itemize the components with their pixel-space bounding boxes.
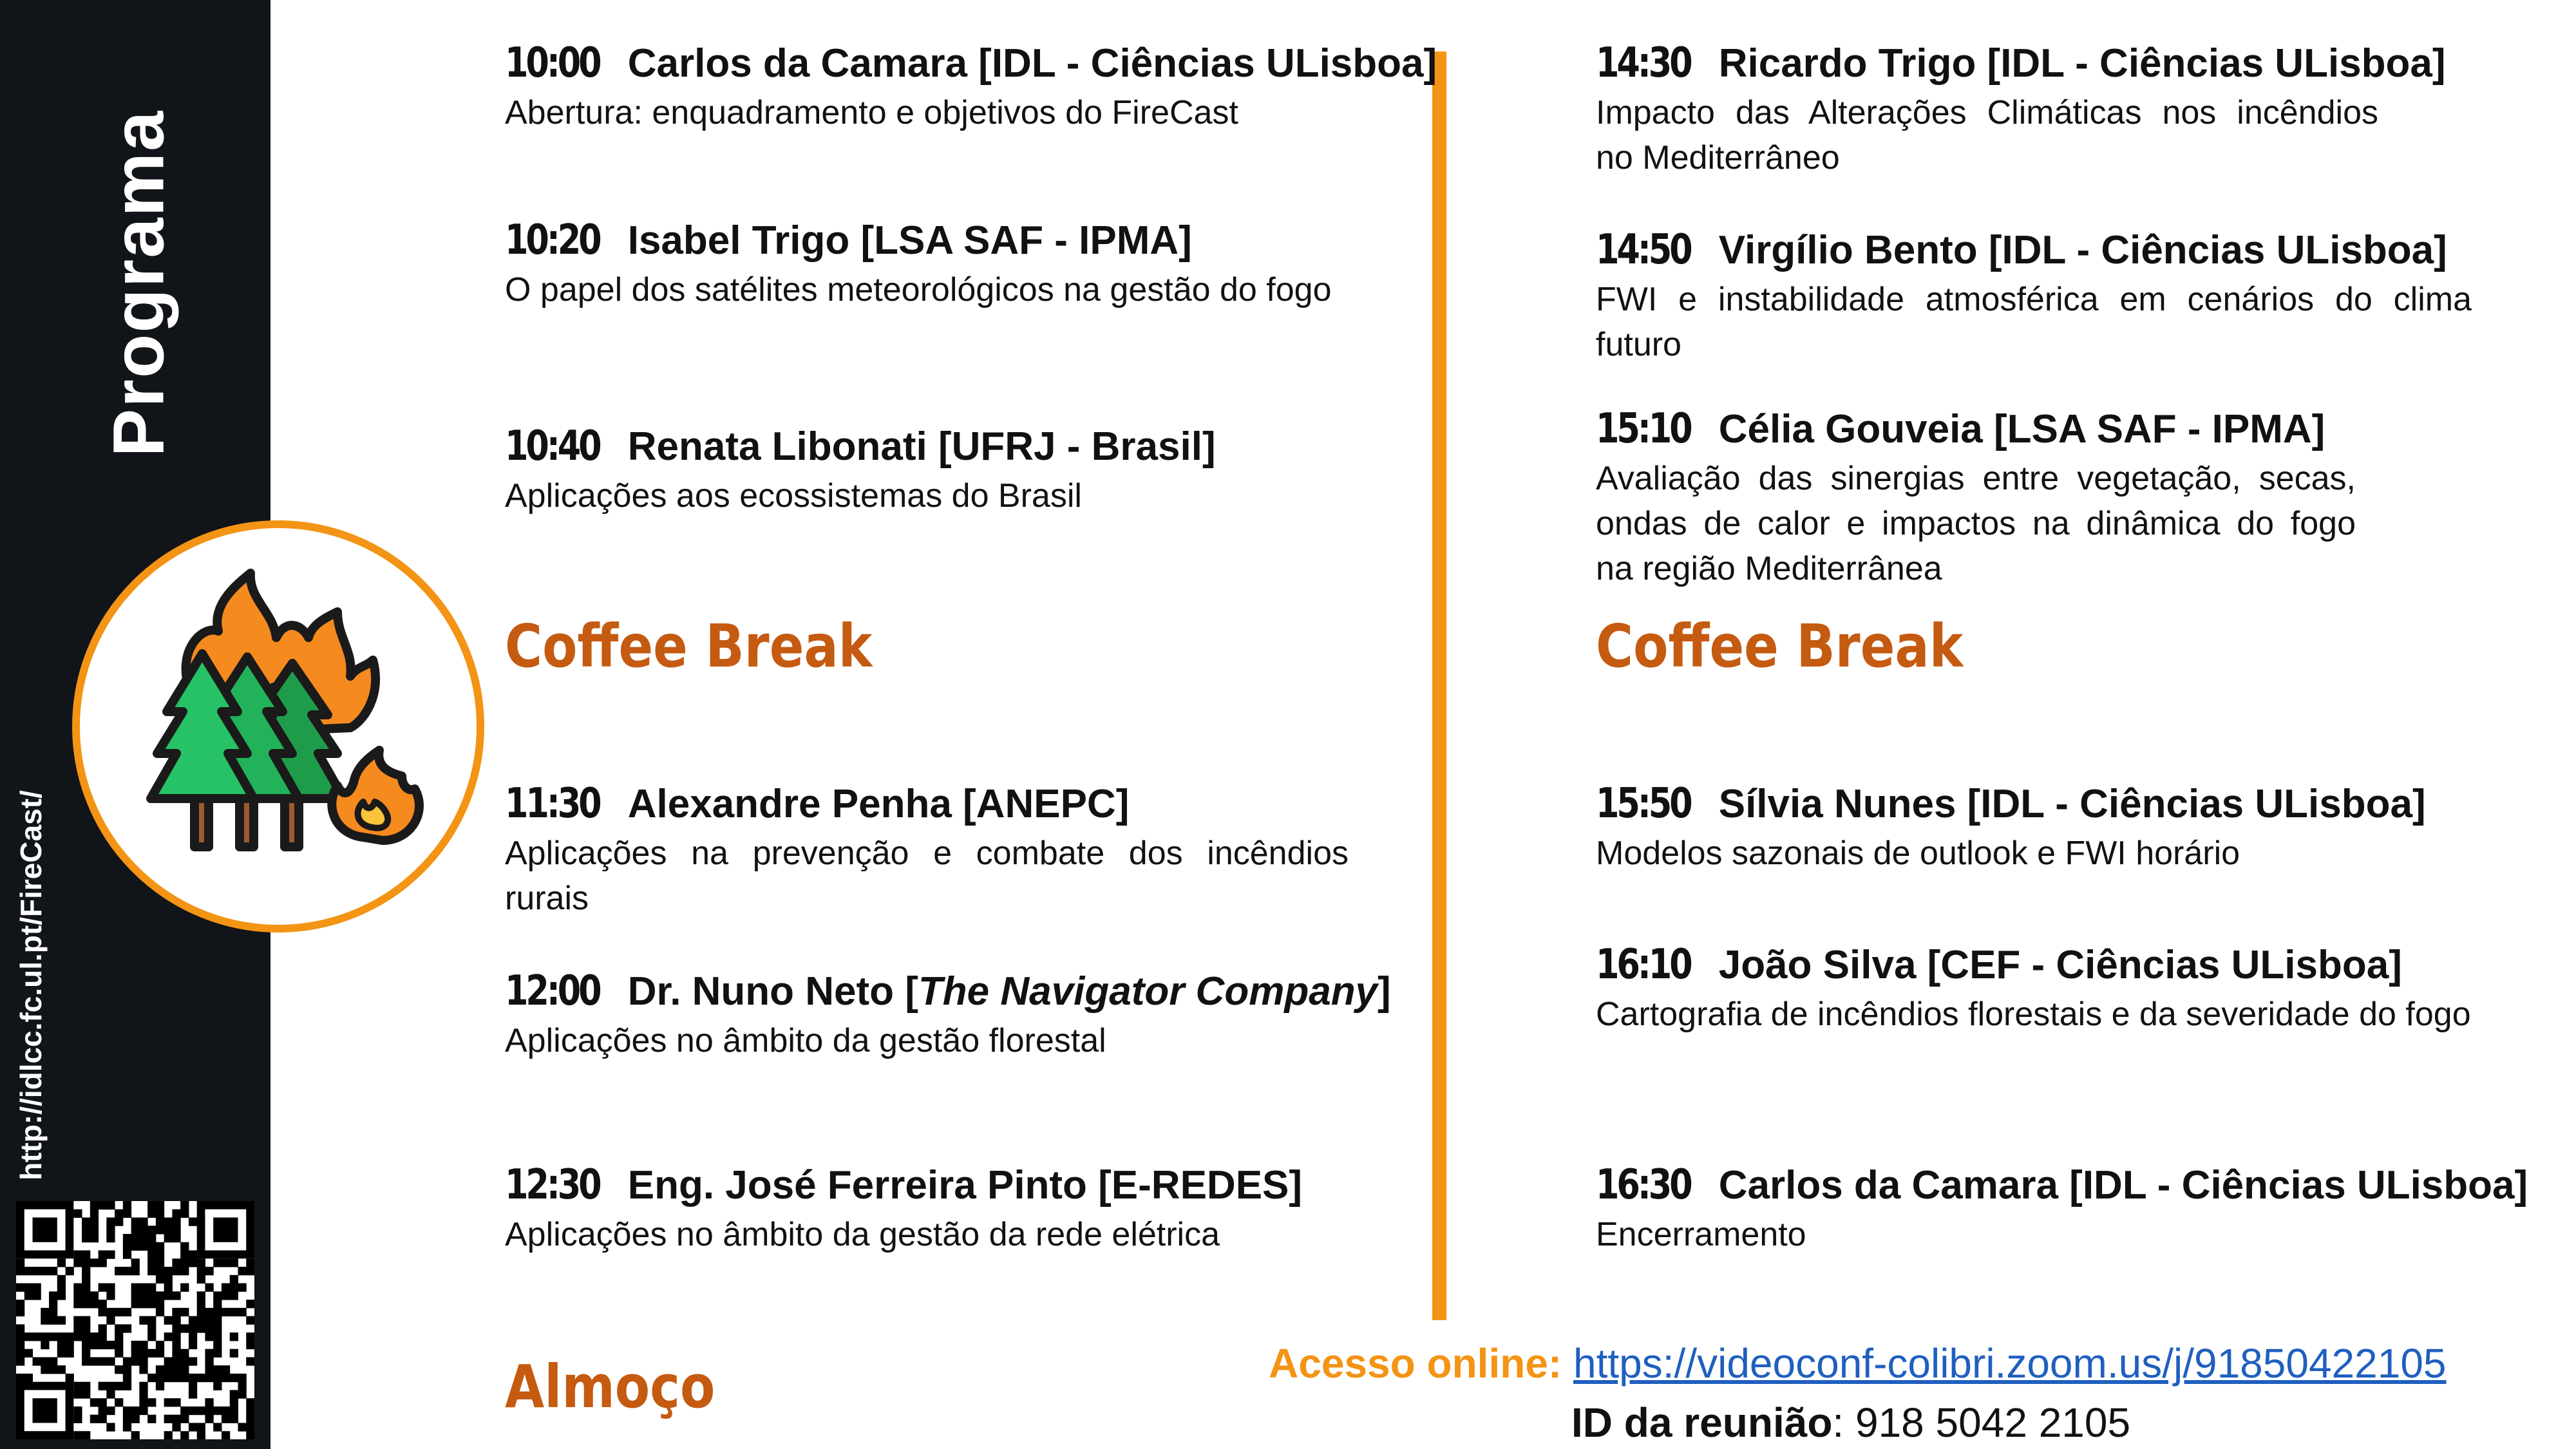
session-speaker: Carlos da Camara [IDL - Ciências ULisboa]	[1718, 1163, 2528, 1208]
session-1230	[505, 1162, 1355, 1257]
session-time: 11:30	[505, 780, 600, 828]
session-speaker: Eng. José Ferreira Pinto [E-REDES]	[627, 1163, 1303, 1208]
session-description-line: no Mediterrâneo	[1596, 138, 1840, 176]
sidebar-url-link[interactable]: http://idlcc.fc.ul.pt/FireCast/	[14, 790, 48, 1180]
session-speaker: Isabel Trigo [LSA SAF - IPMA]	[627, 218, 1192, 263]
session-description-line: na região Mediterrânea	[1596, 549, 1942, 587]
session-1450	[1596, 227, 2472, 367]
zoom-link[interactable]: https://videoconf-colibri.zoom.us/j/91850422105	[1573, 1340, 2447, 1387]
session-time: 10:40	[505, 422, 600, 470]
session-description-line: ondas de calor e impactos na dinâmica do fogo	[1596, 504, 2356, 542]
session-heading	[505, 39, 1437, 88]
session-1000	[505, 39, 1437, 135]
session-speaker: Carlos da Camara [IDL - Ciências ULisboa]	[627, 41, 1437, 86]
lunch-label: Almoço	[505, 1352, 715, 1421]
session-description: Cartografia de incêndios florestais e da severidade do fogo	[1596, 995, 2471, 1033]
session-time: 12:30	[505, 1161, 600, 1209]
session-speaker: Sílvia Nunes [IDL - Ciências ULisboa]	[1718, 782, 2426, 826]
session-description: O papel dos satélites meteorológicos na gestão do fogo	[505, 270, 1332, 308]
session-speaker: Alexandre Penha [ANEPC]	[627, 782, 1130, 826]
session-description: Aplicações no âmbito da gestão florestal	[505, 1021, 1106, 1059]
session-time: 16:30	[1596, 1161, 1690, 1209]
session-1550	[1596, 781, 2472, 876]
session-description: Encerramento	[1596, 1215, 1806, 1253]
session-heading	[1596, 1161, 2528, 1209]
session-description-line: Impacto das Alterações Climáticas nos incêndios	[1596, 93, 2378, 131]
session-time: 10:20	[505, 216, 600, 264]
session-1430	[1596, 39, 2446, 180]
online-access	[1269, 1340, 2447, 1387]
sidebar-title: Programa	[98, 109, 179, 457]
session-description: Aplicações no âmbito da gestão da rede elétrica	[505, 1215, 1220, 1253]
session-description: Abertura: enquadramento e objetivos do FireCast	[505, 93, 1238, 131]
session-heading	[1596, 406, 2394, 453]
session-time: 12:00	[505, 967, 600, 1015]
session-time: 14:50	[1596, 226, 1690, 274]
session-speaker: João Silva [CEF - Ciências ULisboa]	[1718, 943, 2402, 987]
coffee-break-right: Coffee Break	[1596, 612, 1964, 681]
session-time: 15:50	[1596, 780, 1690, 828]
column-divider	[1432, 52, 1446, 1320]
session-speaker: Virgílio Bento [IDL - Ciências ULisboa]	[1718, 228, 2447, 272]
session-time: 14:30	[1596, 39, 1690, 87]
session-speaker: Ricardo Trigo [IDL - Ciências ULisboa]	[1718, 41, 2446, 86]
session-speaker-suffix: ]	[1378, 969, 1391, 1014]
session-time: 15:10	[1596, 405, 1690, 453]
meeting-id-label: ID da reunião	[1571, 1399, 1833, 1446]
session-description-line: Avaliação das sinergias entre vegetação, secas,	[1596, 459, 2356, 497]
meeting-id-value: : 918 5042 2105	[1832, 1399, 2131, 1446]
session-1200	[505, 967, 1391, 1063]
session-speaker-company: The Navigator Company	[918, 969, 1378, 1014]
session-1130	[505, 781, 1349, 921]
forest-fire-logo-icon	[72, 520, 484, 933]
session-description: FWI e instabilidade atmosférica em cenários do clima futuro	[1596, 280, 2472, 363]
session-1610	[1596, 942, 2510, 1037]
session-description: Aplicações na prevenção e combate dos incêndios rurais	[505, 834, 1349, 917]
session-speaker: Renata Libonati [UFRJ - Brasil]	[627, 424, 1216, 469]
session-time: 16:10	[1596, 941, 1690, 989]
session-speaker-prefix: Dr. Nuno Neto [	[627, 969, 918, 1014]
session-heading	[505, 967, 1391, 1016]
session-heading	[1596, 39, 2446, 88]
session-description	[1596, 90, 2394, 180]
session-heading	[505, 781, 1349, 828]
session-1630	[1596, 1161, 2528, 1257]
session-heading	[1596, 942, 2510, 989]
session-time: 10:00	[505, 39, 600, 87]
session-description: Aplicações aos ecossistemas do Brasil	[505, 477, 1082, 515]
session-heading	[1596, 227, 2472, 274]
session-description: Modelos sazonais de outlook e FWI horário	[1596, 834, 2240, 872]
session-1510	[1596, 406, 2394, 591]
session-heading	[505, 1162, 1355, 1209]
online-access-label: Acesso online:	[1269, 1340, 1562, 1387]
session-1020	[505, 217, 1349, 312]
session-1040	[505, 423, 1355, 518]
meeting-id	[1571, 1399, 2130, 1446]
session-heading	[505, 423, 1355, 471]
session-heading	[1596, 781, 2472, 828]
session-heading	[505, 217, 1349, 265]
qr-code-icon[interactable]	[16, 1201, 254, 1439]
coffee-break-left: Coffee Break	[505, 612, 873, 681]
session-description	[1596, 456, 2394, 591]
session-speaker: Célia Gouveia [LSA SAF - IPMA]	[1718, 407, 2325, 451]
